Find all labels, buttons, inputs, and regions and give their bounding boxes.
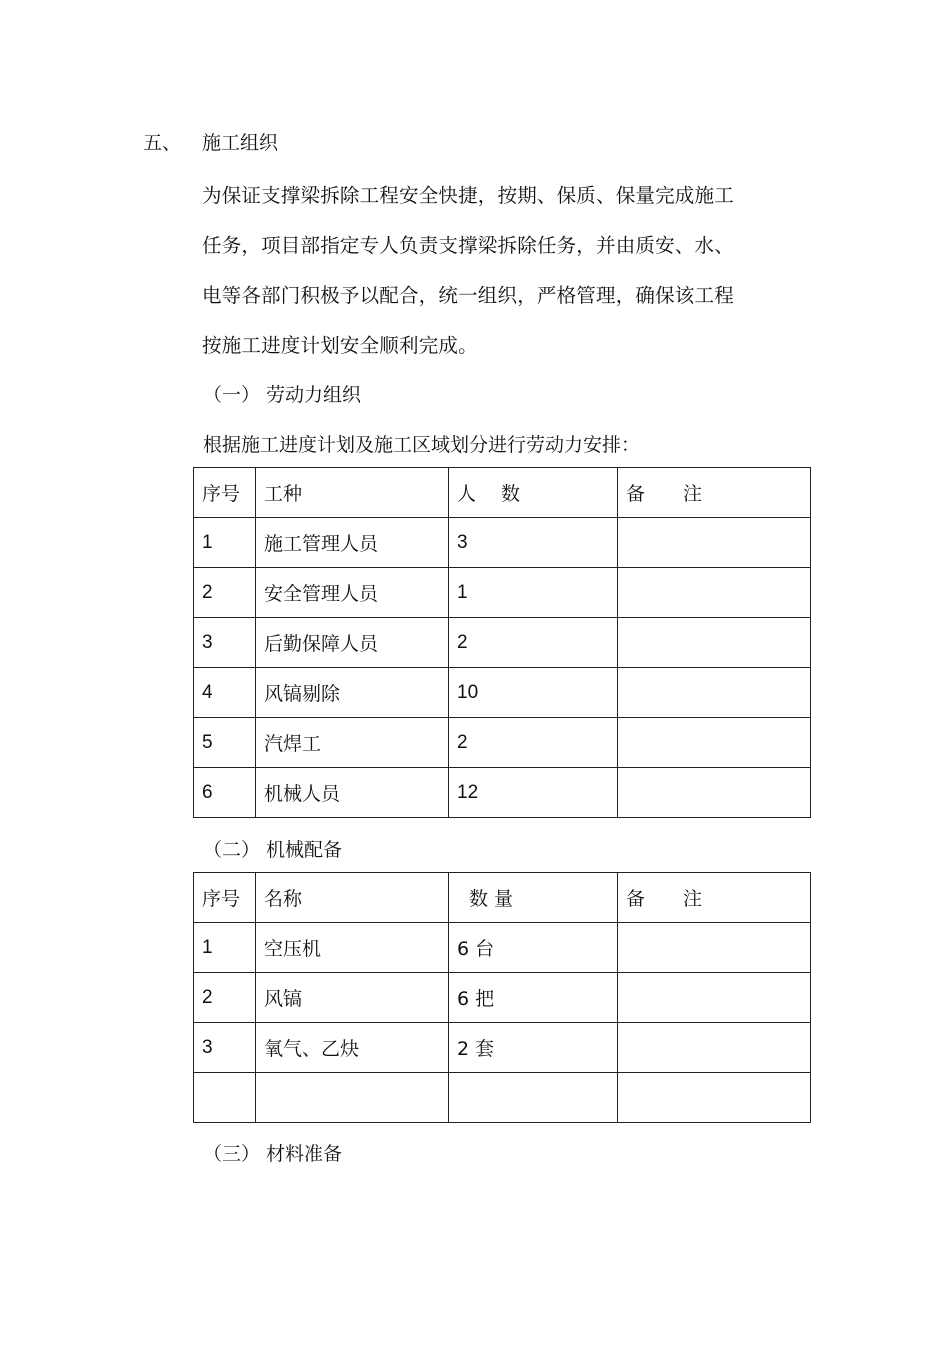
table-cell: 5 bbox=[194, 718, 256, 768]
table-row bbox=[194, 518, 811, 568]
table-row bbox=[194, 923, 811, 973]
table-cell: 3 bbox=[194, 1023, 256, 1073]
table-cell: 10 bbox=[449, 668, 618, 718]
table-row bbox=[194, 1073, 811, 1123]
machinery-heading: （二） 机械配备 bbox=[203, 839, 343, 861]
header-cell: 备 注 bbox=[618, 468, 811, 518]
table-cell bbox=[618, 1073, 811, 1123]
table-cell: 氧气、乙炔 bbox=[256, 1023, 449, 1073]
table-cell: 安全管理人员 bbox=[256, 568, 449, 618]
table-row bbox=[194, 618, 811, 668]
table-row bbox=[194, 568, 811, 618]
table-row bbox=[194, 973, 811, 1023]
section-title: 施工组织 bbox=[202, 132, 279, 154]
table-cell: 12 bbox=[449, 768, 618, 818]
table-cell: 施工管理人员 bbox=[256, 518, 449, 568]
table-cell: 空压机 bbox=[256, 923, 449, 973]
header-cell: 工种 bbox=[256, 468, 449, 518]
table-header-row bbox=[194, 873, 811, 923]
table-cell: 1 bbox=[194, 923, 256, 973]
table-cell: 2 bbox=[194, 568, 256, 618]
intro-line-1: 为保证支撑梁拆除工程安全快捷，按期、保质、保量完成施工 bbox=[202, 184, 734, 207]
table-cell bbox=[618, 923, 811, 973]
table-cell bbox=[618, 973, 811, 1023]
machinery-table bbox=[193, 872, 811, 1123]
table-cell: 6 bbox=[194, 768, 256, 818]
intro-line-2: 任务，项目部指定专人负责支撑梁拆除任务，并由质安、水、 bbox=[202, 234, 734, 257]
header-cell: 序号 bbox=[194, 873, 256, 923]
table-cell bbox=[618, 668, 811, 718]
table-cell: 1 bbox=[449, 568, 618, 618]
table-cell bbox=[618, 568, 811, 618]
table-cell bbox=[618, 718, 811, 768]
table-cell: 4 bbox=[194, 668, 256, 718]
table-cell bbox=[618, 768, 811, 818]
section-number: 五、 bbox=[143, 132, 182, 154]
table-cell bbox=[618, 518, 811, 568]
header-cell: 序号 bbox=[194, 468, 256, 518]
labor-table bbox=[193, 467, 811, 818]
intro-line-3: 电等各部门积极予以配合，统一组织，严格管理，确保该工程 bbox=[202, 284, 734, 307]
table-cell: 6 台 bbox=[449, 923, 618, 973]
table-cell: 汽焊工 bbox=[256, 718, 449, 768]
table-cell bbox=[618, 618, 811, 668]
table-cell: 3 bbox=[194, 618, 256, 668]
table-row bbox=[194, 768, 811, 818]
table-cell: 6 把 bbox=[449, 973, 618, 1023]
table-cell: 1 bbox=[194, 518, 256, 568]
table-cell: 后勤保障人员 bbox=[256, 618, 449, 668]
intro-line-4: 按施工进度计划安全顺利完成。 bbox=[202, 334, 478, 357]
labor-lead: 根据施工进度计划及施工区域划分进行劳动力安排： bbox=[203, 434, 641, 456]
table-cell: 2 bbox=[194, 973, 256, 1023]
header-cell: 数 量 bbox=[449, 873, 618, 923]
header-cell: 人 数 bbox=[449, 468, 618, 518]
header-cell: 备 注 bbox=[618, 873, 811, 923]
labor-heading: （一） 劳动力组织 bbox=[203, 384, 362, 406]
table-cell bbox=[256, 1073, 449, 1123]
table-cell: 2 bbox=[449, 718, 618, 768]
table-cell: 3 bbox=[449, 518, 618, 568]
table-cell: 风镐剔除 bbox=[256, 668, 449, 718]
header-cell: 名称 bbox=[256, 873, 449, 923]
table-header-row bbox=[194, 468, 811, 518]
table-cell bbox=[449, 1073, 618, 1123]
table-row bbox=[194, 1023, 811, 1073]
table-cell bbox=[194, 1073, 256, 1123]
table-cell: 机械人员 bbox=[256, 768, 449, 818]
table-cell: 2 bbox=[449, 618, 618, 668]
materials-heading: （三） 材料准备 bbox=[203, 1143, 343, 1165]
table-cell: 2 套 bbox=[449, 1023, 618, 1073]
table-cell: 风镐 bbox=[256, 973, 449, 1023]
table-row bbox=[194, 668, 811, 718]
table-row bbox=[194, 718, 811, 768]
table-cell bbox=[618, 1023, 811, 1073]
